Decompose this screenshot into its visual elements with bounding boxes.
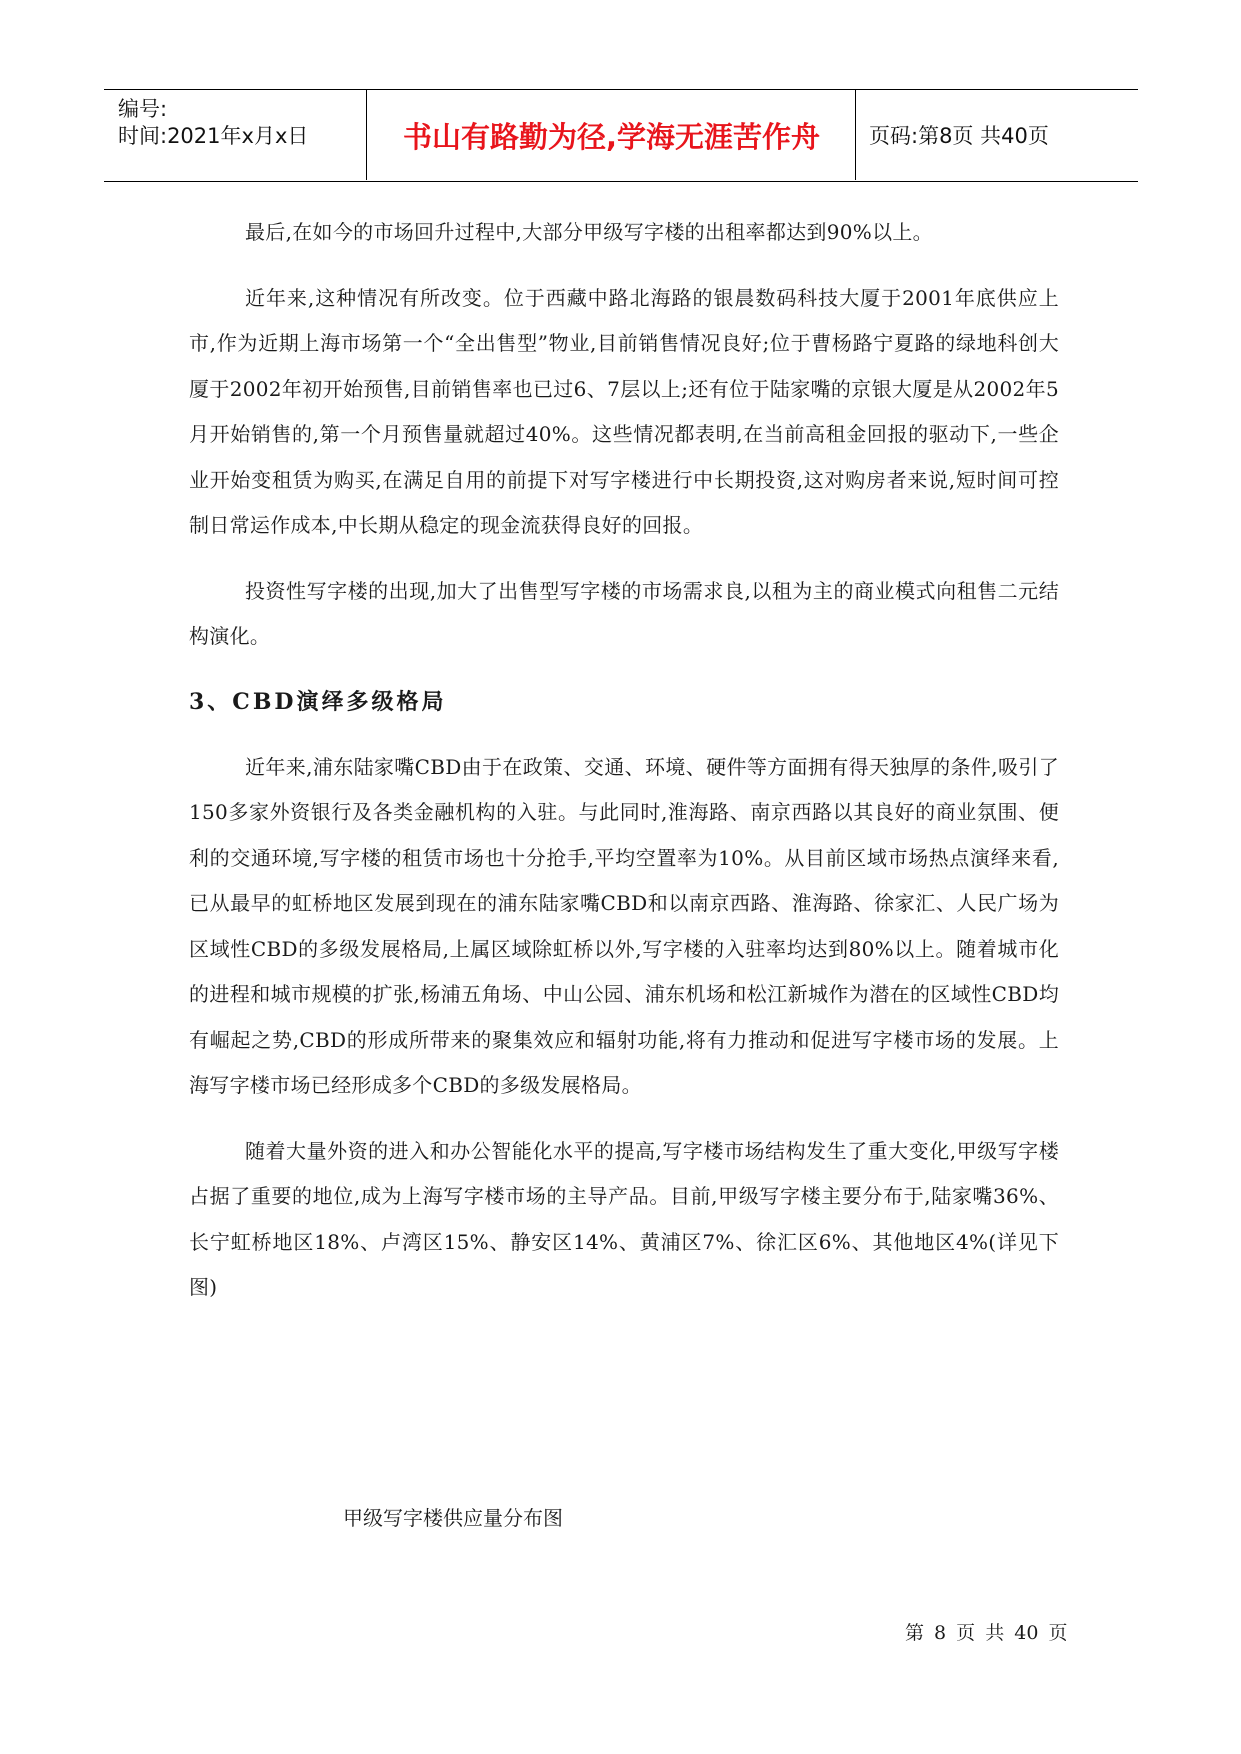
document-number-label: 编号: [118, 97, 168, 121]
document-body [189, 210, 1059, 1311]
paragraph: 近年来,浦东陆家嘴CBD由于在政策、交通、环境、硬件等方面拥有得天独厚的条件,吸引了150多家外资银行及各类金融机构的入驻。与此同时,淮海路、南京西路以其良好的商业氛围、便利的交通环境,写字楼的租赁市场也十分抢手,平均空置率为10%。从目前区域市场热点演绎来看,已从最早的虹桥地区发展到现在的浦东陆家嘴CBD和以南京西路、淮海路、徐家汇、人民广场为区域性CBD的多级发展格局,上属区域除虹桥以外,写字楼的入驻率均达到80%以上。随着城市化的进程和城市规模的扩张,杨浦五角场、中山公园、浦东机场和松江新城作为潜在的区域性CBD均有崛起之势,CBD的形成所带来的聚集效应和辐射功能,将有力推动和促进写字楼市场的发展。上海写字楼市场已经形成多个CBD的多级发展格局。 [189, 754, 1059, 1097]
header-divider [855, 90, 856, 180]
paragraph: 最后,在如今的市场回升过程中,大部分甲级写字楼的出租率都达到90%以上。 [245, 220, 933, 244]
header-info [118, 90, 368, 180]
document-time-label: 时间:2021年x月x日 [118, 124, 309, 148]
paragraph: 投资性写字楼的出现,加大了出售型写字楼的市场需求良,以租为主的商业模式向租售二元结构演化。 [189, 578, 1059, 648]
header-page-number: 页码:第8页 共40页 [869, 124, 1049, 148]
page-header [104, 89, 1138, 182]
section-heading: 3、CBD演绎多级格局 [189, 688, 447, 715]
header-divider [366, 90, 367, 180]
chart-caption: 甲级写字楼供应量分布图 [343, 1506, 563, 1530]
header-motto: 书山有路勤为径,学海无涯苦作舟 [402, 119, 821, 154]
page-footer: 第 8 页 共 40 页 [905, 1622, 1068, 1644]
paragraph: 近年来,这种情况有所改变。位于西藏中路北海路的银晨数码科技大厦于2001年底供应上市,作为近期上海市场第一个“全出售型”物业,目前销售情况良好;位于曹杨路宁夏路的绿地科创大厦于2002年初开始预售,目前销售率也已过6、7层以上;还有位于陆家嘴的京银大厦是从2002年5月开始销售的,第一个月预售量就超过40%。这些情况都表明,在当前高租金回报的驱动下,一些企业开始变租赁为购买,在满足自用的前提下对写字楼进行中长期投资,这对购房者来说,短时间可控制日常运作成本,中长期从稳定的现金流获得良好的回报。 [189, 285, 1059, 537]
paragraph: 随着大量外资的进入和办公智能化水平的提高,写字楼市场结构发生了重大变化,甲级写字楼占据了重要的地位,成为上海写字楼市场的主导产品。目前,甲级写字楼主要分布于,陆家嘴36%、长宁虹桥地区18%、卢湾区15%、静安区14%、黄浦区7%、徐汇区6%、其他地区4%(详见下图) [189, 1138, 1059, 1299]
